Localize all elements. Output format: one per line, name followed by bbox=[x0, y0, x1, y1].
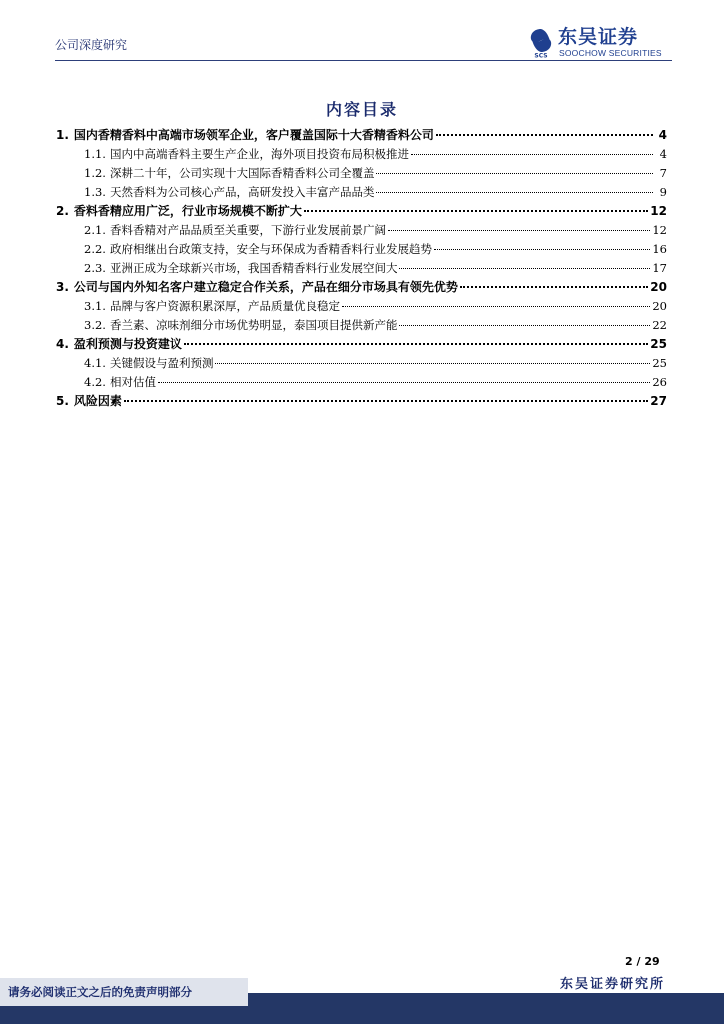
toc-dot-leader bbox=[434, 248, 650, 250]
toc-entry-text: 国内香精香料中高端市场领军企业，客户覆盖国际十大香精香料公司 bbox=[73, 128, 434, 142]
company-logo bbox=[528, 26, 678, 60]
table-of-contents bbox=[56, 126, 667, 411]
toc-entry-number: 4. bbox=[56, 337, 69, 351]
toc-entry-number: 4.2. bbox=[84, 375, 106, 389]
toc-entry-number: 3.1. bbox=[84, 299, 106, 313]
toc-entry-number: 1.1. bbox=[84, 147, 106, 161]
toc-entry-text: 盈利预测与投资建议 bbox=[73, 337, 182, 351]
toc-entry-page: 16 bbox=[652, 242, 667, 256]
header-divider bbox=[55, 60, 672, 61]
footer-disclaimer: 请务必阅读正文之后的免责声明部分 bbox=[0, 978, 248, 1006]
toc-entry-level1[interactable] bbox=[56, 126, 667, 145]
logo-english-name: SOOCHOW SECURITIES bbox=[559, 48, 662, 58]
toc-entry-text: 天然香料为公司核心产品，高研发投入丰富产品品类 bbox=[109, 185, 375, 199]
toc-title: 内容目录 bbox=[325, 100, 398, 119]
report-type-label: 公司深度研究 bbox=[55, 38, 128, 52]
toc-entry-level2[interactable] bbox=[56, 145, 667, 164]
toc-entry-level2[interactable] bbox=[56, 297, 667, 316]
toc-entry-number: 1.2. bbox=[84, 166, 106, 180]
toc-entry-number: 1.3. bbox=[84, 185, 106, 199]
toc-entry-text: 风险因素 bbox=[73, 394, 122, 408]
toc-dot-leader bbox=[124, 399, 648, 402]
footer-brand: 东吴证券研究所 bbox=[560, 977, 666, 992]
toc-entry-number: 1. bbox=[56, 128, 69, 142]
toc-dot-leader bbox=[388, 229, 650, 231]
logo-mark-text: SCS bbox=[534, 52, 548, 58]
toc-entry-level1[interactable] bbox=[56, 335, 667, 354]
toc-entry-page: 17 bbox=[652, 261, 667, 275]
toc-entry-level2[interactable] bbox=[56, 183, 667, 202]
toc-dot-leader bbox=[411, 153, 653, 155]
toc-dot-leader bbox=[376, 172, 653, 174]
toc-entry-number: 2.1. bbox=[84, 223, 106, 237]
toc-dot-leader bbox=[399, 267, 650, 269]
toc-entry-level1[interactable] bbox=[56, 392, 667, 411]
toc-dot-leader bbox=[460, 285, 648, 288]
toc-entry-number: 5. bbox=[56, 394, 69, 408]
toc-entry-level2[interactable] bbox=[56, 164, 667, 183]
toc-entry-text: 亚洲正成为全球新兴市场，我国香精香料行业发展空间大 bbox=[109, 261, 398, 275]
toc-entry-text: 公司与国内外知名客户建立稳定合作关系，产品在细分市场具有领先优势 bbox=[73, 280, 458, 294]
toc-entry-page: 22 bbox=[652, 318, 667, 332]
toc-entry-page: 4 bbox=[658, 128, 667, 142]
toc-entry-text: 香料香精对产品品质至关重要，下游行业发展前景广阔 bbox=[109, 223, 386, 237]
toc-entry-text: 香兰素、凉味剂细分市场优势明显，泰国项目提供新产能 bbox=[109, 318, 398, 332]
toc-entry-text: 香料香精应用广泛，行业市场规模不断扩大 bbox=[73, 204, 302, 218]
toc-entry-level2[interactable] bbox=[56, 316, 667, 335]
toc-entry-page: 4 bbox=[659, 147, 667, 161]
toc-dot-leader bbox=[304, 209, 648, 212]
toc-entry-page: 27 bbox=[650, 394, 667, 408]
toc-entry-level2[interactable] bbox=[56, 373, 667, 392]
toc-entry-text: 国内中高端香料主要生产企业，海外项目投资布局积极推进 bbox=[109, 147, 409, 161]
toc-dot-leader bbox=[342, 305, 650, 307]
toc-entry-page: 26 bbox=[652, 375, 667, 389]
page-number: 2 / 29 bbox=[625, 955, 660, 968]
toc-dot-leader bbox=[158, 381, 650, 383]
toc-entry-text: 相对估值 bbox=[109, 375, 156, 389]
toc-entry-number: 3. bbox=[56, 280, 69, 294]
toc-entry-page: 25 bbox=[652, 356, 667, 370]
toc-entry-level2[interactable] bbox=[56, 259, 667, 278]
soochow-logo-icon bbox=[528, 28, 554, 58]
toc-entry-number: 2. bbox=[56, 204, 69, 218]
toc-dot-leader bbox=[399, 324, 650, 326]
toc-dot-leader bbox=[184, 342, 648, 345]
toc-entry-level2[interactable] bbox=[56, 240, 667, 259]
toc-entry-text: 深耕二十年，公司实现十大国际香精香料公司全覆盖 bbox=[109, 166, 375, 180]
toc-entry-page: 20 bbox=[650, 280, 667, 294]
toc-entry-text: 品牌与客户资源积累深厚，产品质量优良稳定 bbox=[109, 299, 340, 313]
toc-entry-text: 关键假设与盈利预测 bbox=[109, 356, 214, 370]
toc-entry-page: 20 bbox=[652, 299, 667, 313]
toc-entry-level1[interactable] bbox=[56, 202, 667, 221]
toc-entry-level2[interactable] bbox=[56, 354, 667, 373]
toc-entry-number: 2.2. bbox=[84, 242, 106, 256]
toc-entry-page: 12 bbox=[650, 204, 667, 218]
toc-entry-number: 4.1. bbox=[84, 356, 106, 370]
toc-entry-level1[interactable] bbox=[56, 278, 667, 297]
toc-entry-page: 9 bbox=[659, 185, 667, 199]
toc-entry-page: 25 bbox=[650, 337, 667, 351]
toc-entry-page: 12 bbox=[652, 223, 667, 237]
toc-entry-number: 2.3. bbox=[84, 261, 106, 275]
toc-dot-leader bbox=[436, 133, 653, 136]
logo-chinese-name: 东吴证券 bbox=[558, 26, 639, 48]
toc-dot-leader bbox=[376, 191, 653, 193]
toc-entry-number: 3.2. bbox=[84, 318, 106, 332]
toc-entry-text: 政府相继出台政策支持，安全与环保成为香精香料行业发展趋势 bbox=[109, 242, 432, 256]
toc-entry-page: 7 bbox=[659, 166, 667, 180]
toc-dot-leader bbox=[215, 362, 650, 364]
toc-entry-level2[interactable] bbox=[56, 221, 667, 240]
